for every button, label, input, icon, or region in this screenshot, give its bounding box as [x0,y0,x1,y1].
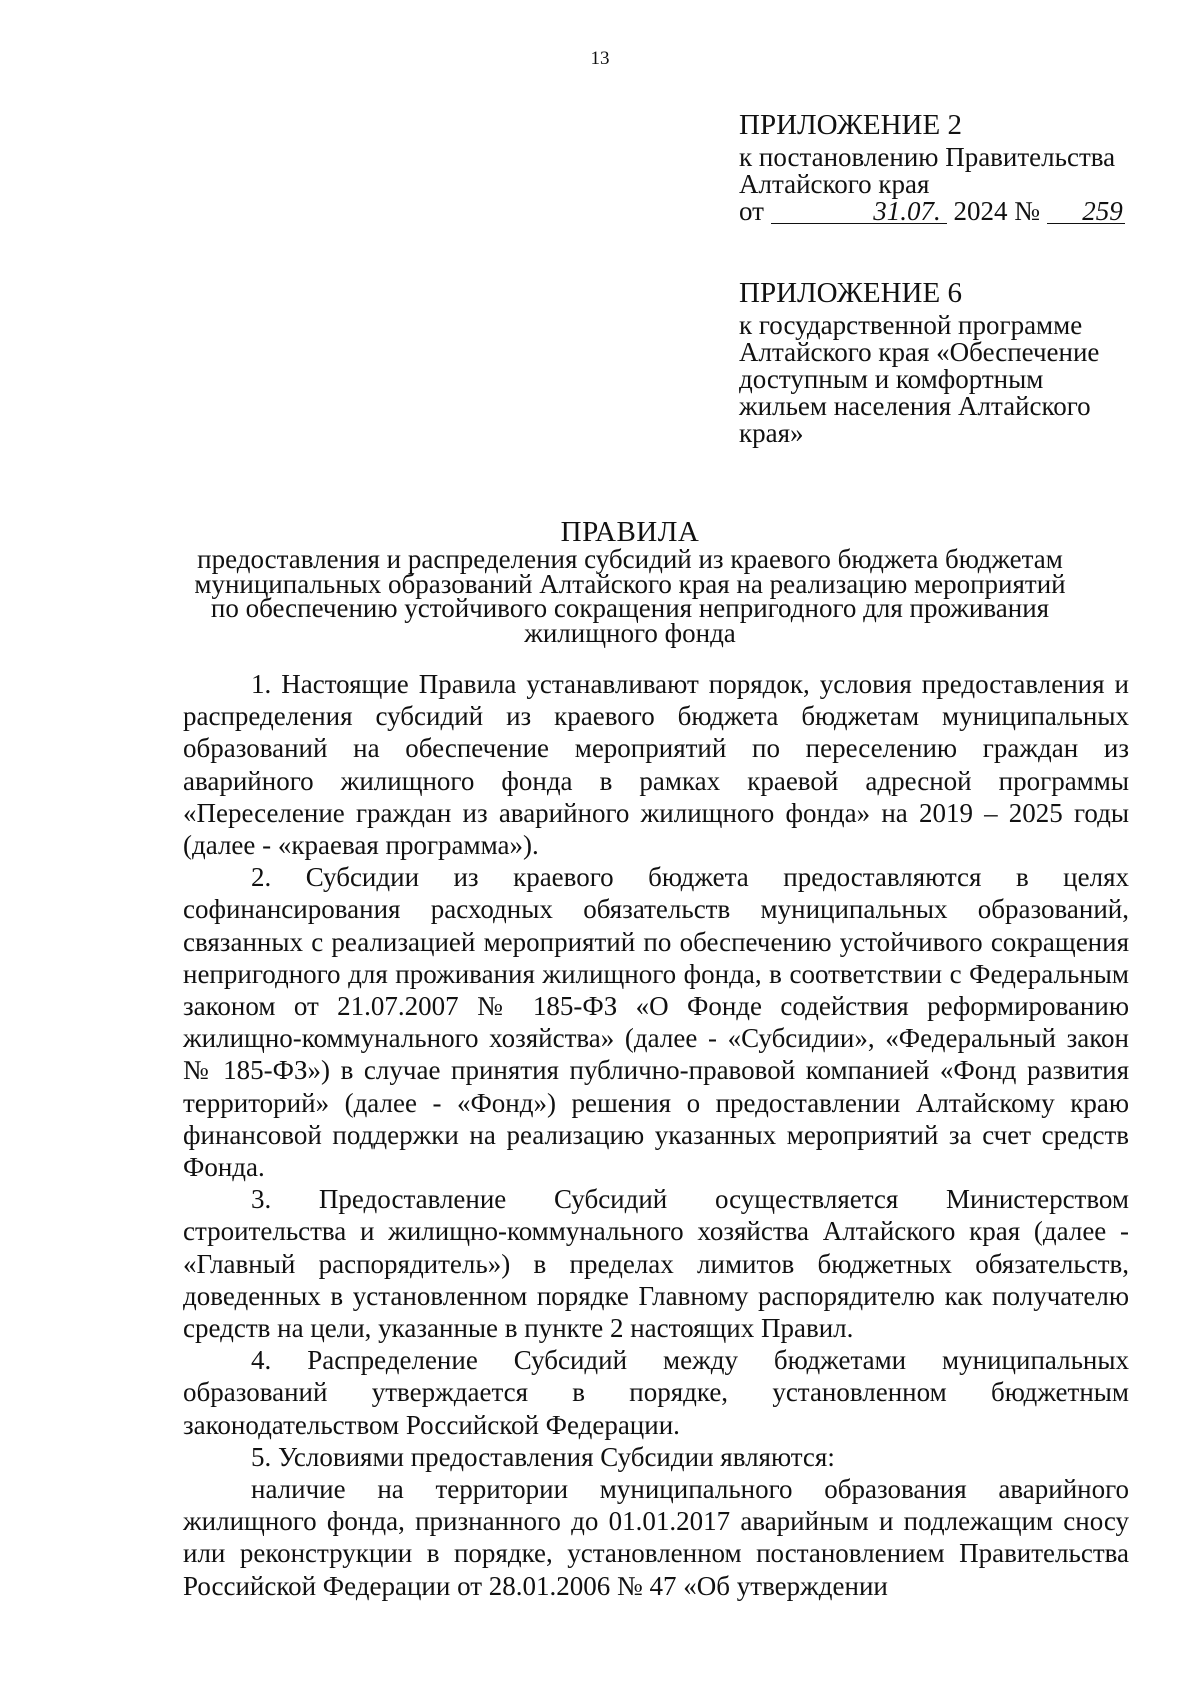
appendix-line: доступным и комфортным [739,364,1044,394]
appendix-6-block [739,276,1159,447]
paragraph-4: 4. Распределение Субсидий между бюджетами муниципальных образований утверждается в порядке, установленном бюджетным законодательством Российской Федерации. [183,1345,1129,1440]
resolution-date: 31.07. [771,199,947,224]
appendix-2-block [739,108,1159,225]
rules-title: ПРАВИЛА [560,516,700,548]
year-number-label: 2024 № [953,196,1040,226]
document-body [183,668,1129,1602]
rules-header [170,516,1090,648]
rules-subtitle-line: по обеспечению устойчивого сокращения непригодного для проживания [210,593,1050,623]
appendix-line: Алтайского края [739,169,930,199]
appendix-title: ПРИЛОЖЕНИЕ 6 [739,277,962,309]
appendix-line: к государственной программе [739,310,1083,340]
appendix-line: края» [739,418,804,448]
paragraph-3: 3. Предоставление Субсидий осуществляется Министерством строительства и жилищно-коммунального хозяйства Алтайского края (далее - «Главный распорядитель») в пределах лимитов бюджетных обязательств, доведенных в установленном порядке Главному распорядителю как получателю средств на цели, указанные в пункте 2 настоящих Правил. [183,1184,1129,1344]
paragraph-5-condition: наличие на территории муниципального образования аварийного жилищного фонда, признанного до 01.01.2017 аварийным и подлежащим сносу или реконструкции в порядке, установленном постановлением Правительства Российской Федерации от 28.01.2006 № 47 «Об утверждении [183,1474,1129,1601]
appendix-title: ПРИЛОЖЕНИЕ 2 [739,109,962,141]
paragraph-5: 5. Условиями предоставления Субсидии являются: [251,1441,835,1472]
resolution-number: 259 [1047,199,1125,224]
resolution-date-line [739,198,1159,225]
paragraph-1: 1. Настоящие Правила устанавливают порядок, условия предоставления и распределения субсидий из краевого бюджета бюджетам муниципальных образований на обеспечение мероприятий по переселению граждан из аварийного жилищного фонда в рамках краевой адресной программы «Переселение граждан из аварийного жилищного фонда» на 2019 – 2025 годы (далее - «краевая программа»). [183,669,1129,861]
appendix-line: Алтайского края «Обеспечение [739,337,1100,367]
paragraph-2: 2. Субсидии из краевого бюджета предоставляются в целях софинансирования расходных обязательств муниципальных образований, связанных с реализацией мероприятий по обеспечению устойчивого сокращения непригодного для проживания жилищного фонда, в соответствии с Федеральным законом от 21.07.2007 № 185-ФЗ «О Фонде содействия реформированию жилищно-коммунального хозяйства» (далее - «Субсидии», «Федеральный закон № 185-ФЗ») в случае принятия публично-правовой компанией «Фонд развития территорий» (далее - «Фонд») решения о предоставлении Алтайскому краю финансовой поддержки на реализацию указанных мероприятий за счет средств Фонда. [183,862,1129,1183]
rules-subtitle-line: жилищного фонда [524,617,736,648]
from-label: от [739,196,764,226]
appendix-line: к постановлению Правительства [739,142,1116,172]
rules-subtitle-line: предоставления и распределения субсидий из краевого бюджета бюджетам [197,544,1063,574]
appendix-line: жильем населения Алтайского [739,391,1091,421]
page-number: 13 [590,48,610,69]
rules-subtitle-line: муниципальных образований Алтайского края на реализацию мероприятий [194,568,1066,599]
